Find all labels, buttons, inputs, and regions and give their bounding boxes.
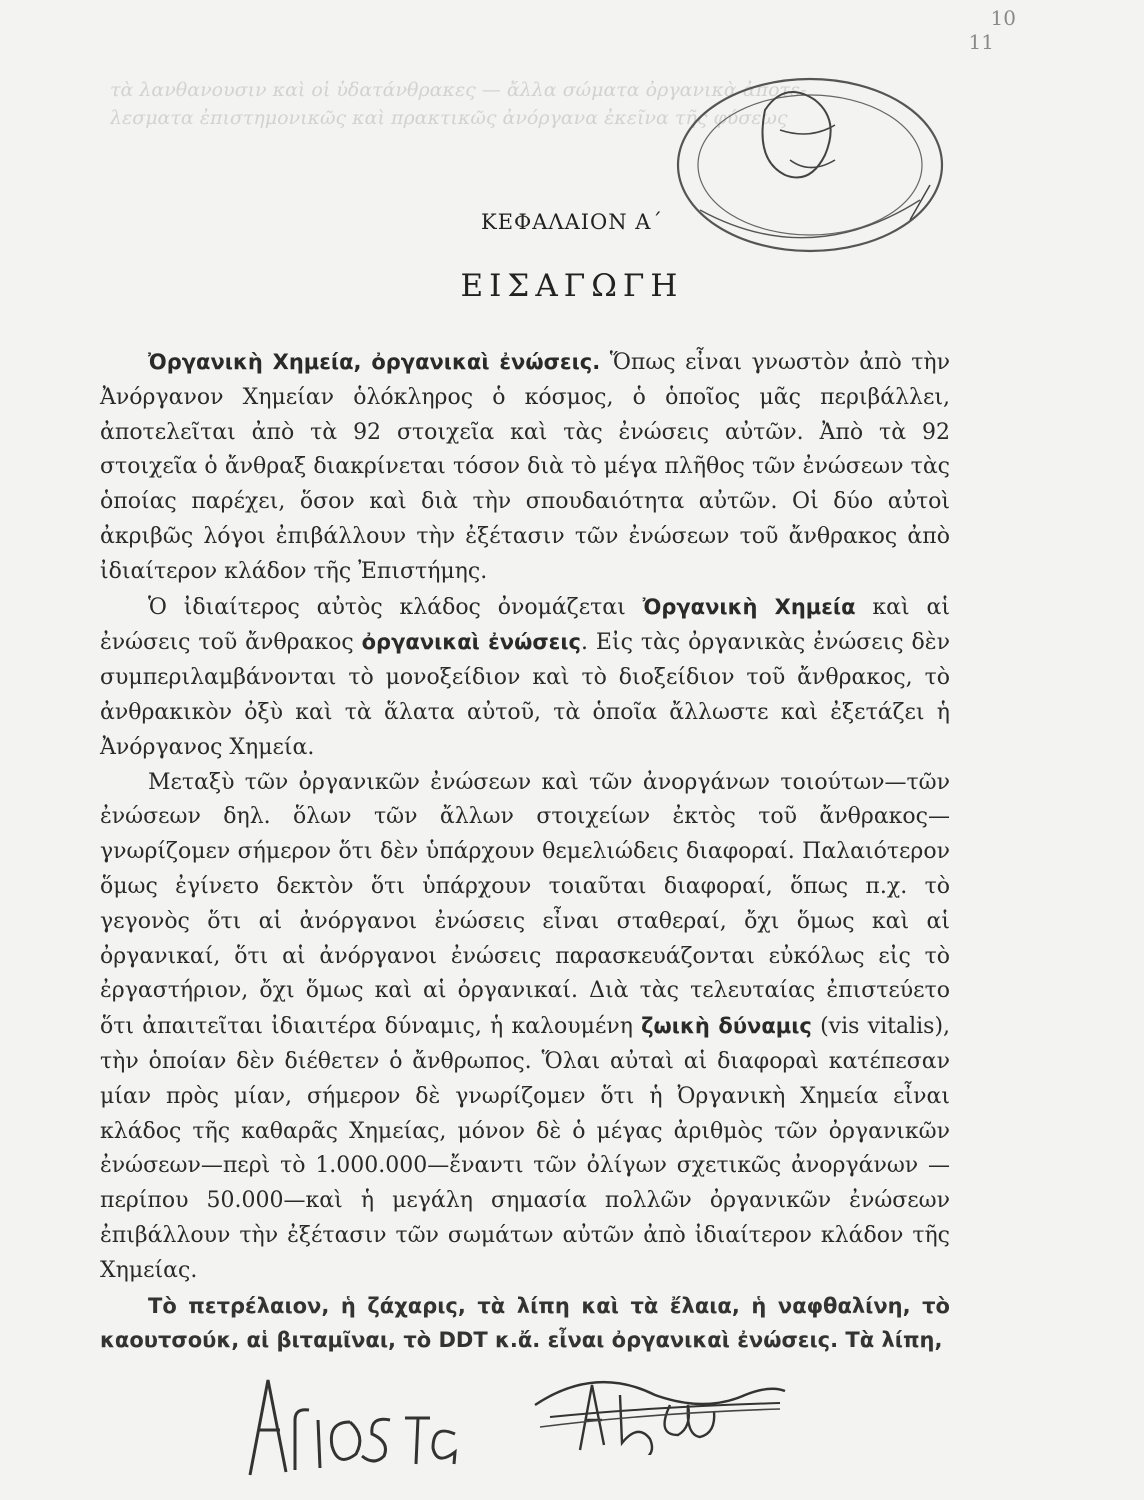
- paragraph-3-text-a: Μεταξὺ τῶν ὀργανικῶν ἐνώσεων καὶ τῶν ἀνοργάνων τοιούτων—τῶν ἐνώσεων δηλ. ὅλων τῶν ἄλλων στοιχείων ἐκτὸς τοῦ ἄνθρακος—γνωρίζομεν σήμερον ὅτι δὲν ὑπάρχουν θεμελιώδεις διαφοραί. Παλαιότερον ὅμως ἐγίνετο δεκτὸν ὅτι ὑπάρχουν τοιαῦται διαφοραί, ὅπως π.χ. τὸ γεγονὸς ὅτι αἱ ἀνόργανοι ἐνώσεις εἶναι σταθεραί, ὄχι ὅμως καὶ αἱ ὀργανικαί, ὅτι αἱ ἀνόργανοι ἐνώσεις παρασκευάζονται εὐκόλως εἰς τὸ ἐργαστήριον, ὄχι ὅμως καὶ αἱ ὀργανικαί. Διὰ τὰς τελευταίας ἐπιστεύετο ὅτι ἀπαιτεῖται ἰδιαιτέρα δύναμις, ἡ καλουμένη: [100, 769, 950, 1040]
- handwritten-signature: [530, 1365, 790, 1459]
- body-text: [100, 345, 950, 1358]
- stamp-seal: [670, 70, 950, 264]
- paragraph-1-heading: Ὀργανικὴ Χημεία, ὀργανικαὶ ἐνώσεις.: [148, 350, 601, 374]
- paragraph-3-text-c: (vis vitalis), τὴν ὁποίαν δὲν διέθετεν ὁ ἄνθρωπος. Ὅλαι αὐταὶ αἱ διαφοραὶ κατέπεσαν μίαν πρὸς μίαν, σήμερον δὲ γνωρίζομεν ὅτι ἡ Ὀργανικὴ Χημεία εἶναι κλάδος τῆς καθαρᾶς Χημείας, μόνον δὲ ὁ μέγας ἀριθμὸς τῶν ὀργανικῶν ἐνώσεων—περὶ τὸ 1.000.000—ἔναντι τῶν ὀλίγων σχετικῶς ἀνοργάνων —περίπου 50.000—καὶ ἡ μεγάλη σημασία πολλῶν ὀργανικῶν ἐνώσεων ἐπιβάλλουν τὴν ἐξέτασιν τῶν σωμάτων αὐτῶν ἀπὸ ἰδιαίτερον κλάδον τῆς Χημείας.: [100, 1014, 951, 1283]
- bleed-through-text-2: λεσματα ἐπιστημονικῶς καὶ πρακτικῶς ἀνόργανα ἐκεῖνα τῆς φύσεως: [110, 107, 788, 129]
- paragraph-2-text-a: Ὁ ἰδιαίτερος αὐτὸς κλάδος ὀνομάζεται: [148, 594, 643, 620]
- chapter-title: ΕΙΣΑΓΩΓΗ: [460, 268, 684, 304]
- term-organic-chemistry: Ὀργανικὴ Χημεία: [642, 594, 856, 619]
- term-vital-force: ζωικὴ δύναμις: [641, 1014, 812, 1039]
- chapter-label: ΚΕΦΑΛΑΙΟΝ Α΄: [481, 210, 663, 234]
- paragraph-4: Τὸ πετρέλαιον, ἡ ζάχαρις, τὰ λίπη καὶ τὰ ἔλαια, ἡ ναφθαλίνη, τὸ καουτσούκ, αἱ βιταμῖναι, τὸ DDT κ.ἄ. εἶναι ὀργανικαὶ ἐνώσεις. Τὰ λίπη,: [100, 1293, 950, 1353]
- bleed-through-text-1: τὰ λανθανουσιν καὶ οἱ ὑδατάνθρακες — ἄλλα σώματα ὀργανικὰ ἀποτε-: [110, 79, 807, 101]
- term-organic-compounds: ὀργανικαὶ ἐνώσεις: [361, 630, 581, 655]
- paragraph-1: [100, 345, 950, 590]
- page-number: 10: [990, 6, 1016, 30]
- handwritten-grade-signature: [240, 1360, 460, 1484]
- paragraph-3: [100, 766, 950, 1289]
- paragraph-2-text-e: . Εἰς τὰς ὀργανικὰς ἐνώσεις δὲν συμπεριλαμβάνονται τὸ μονοξείδιον καὶ τὸ διοξείδιον τοῦ ἄνθρακος, τὸ ἀνθρακικὸν ὀξὺ καὶ τὰ ἅλατα αὐτοῦ, τὰ ὁποῖα ἄλλωστε καὶ ἐξετάζει ἡ Ἀνόργανος Χημεία.: [100, 630, 950, 760]
- page-number-alt: 11: [968, 30, 994, 54]
- paragraph-2-text-c: καὶ αἱ ἐνώσεις τοῦ ἄνθρακος: [100, 594, 950, 656]
- paragraph-1-text: Ὅπως εἶναι γνωστὸν ἀπὸ τὴν Ἀνόργανον Χημείαν ὁλόκληρος ὁ κόσμος, ὁ ὁποῖος μᾶς περιβάλλει, ἀποτελεῖται ἀπὸ τὰ 92 στοιχεῖα καὶ τὰς ἐνώσεις αὐτῶν. Ἀπὸ τὰ 92 στοιχεῖα ὁ ἄνθραξ διακρίνεται τόσον διὰ τὸ μέγα πλῆθος τῶν ἐνώσεων τὰς ὁποίας παρέχει, ὅσον καὶ διὰ τὴν σπουδαιότητα αὐτῶν. Οἱ δύο αὐτοὶ ἀκριβῶς λόγοι ἐπιβάλλουν τὴν ἐξέτασιν τῶν ἐνώσεων τοῦ ἄνθρακος ἀπὸ ἰδιαίτερον κλάδον τῆς Ἐπιστήμης.: [100, 350, 950, 584]
- paragraph-2: [100, 590, 950, 766]
